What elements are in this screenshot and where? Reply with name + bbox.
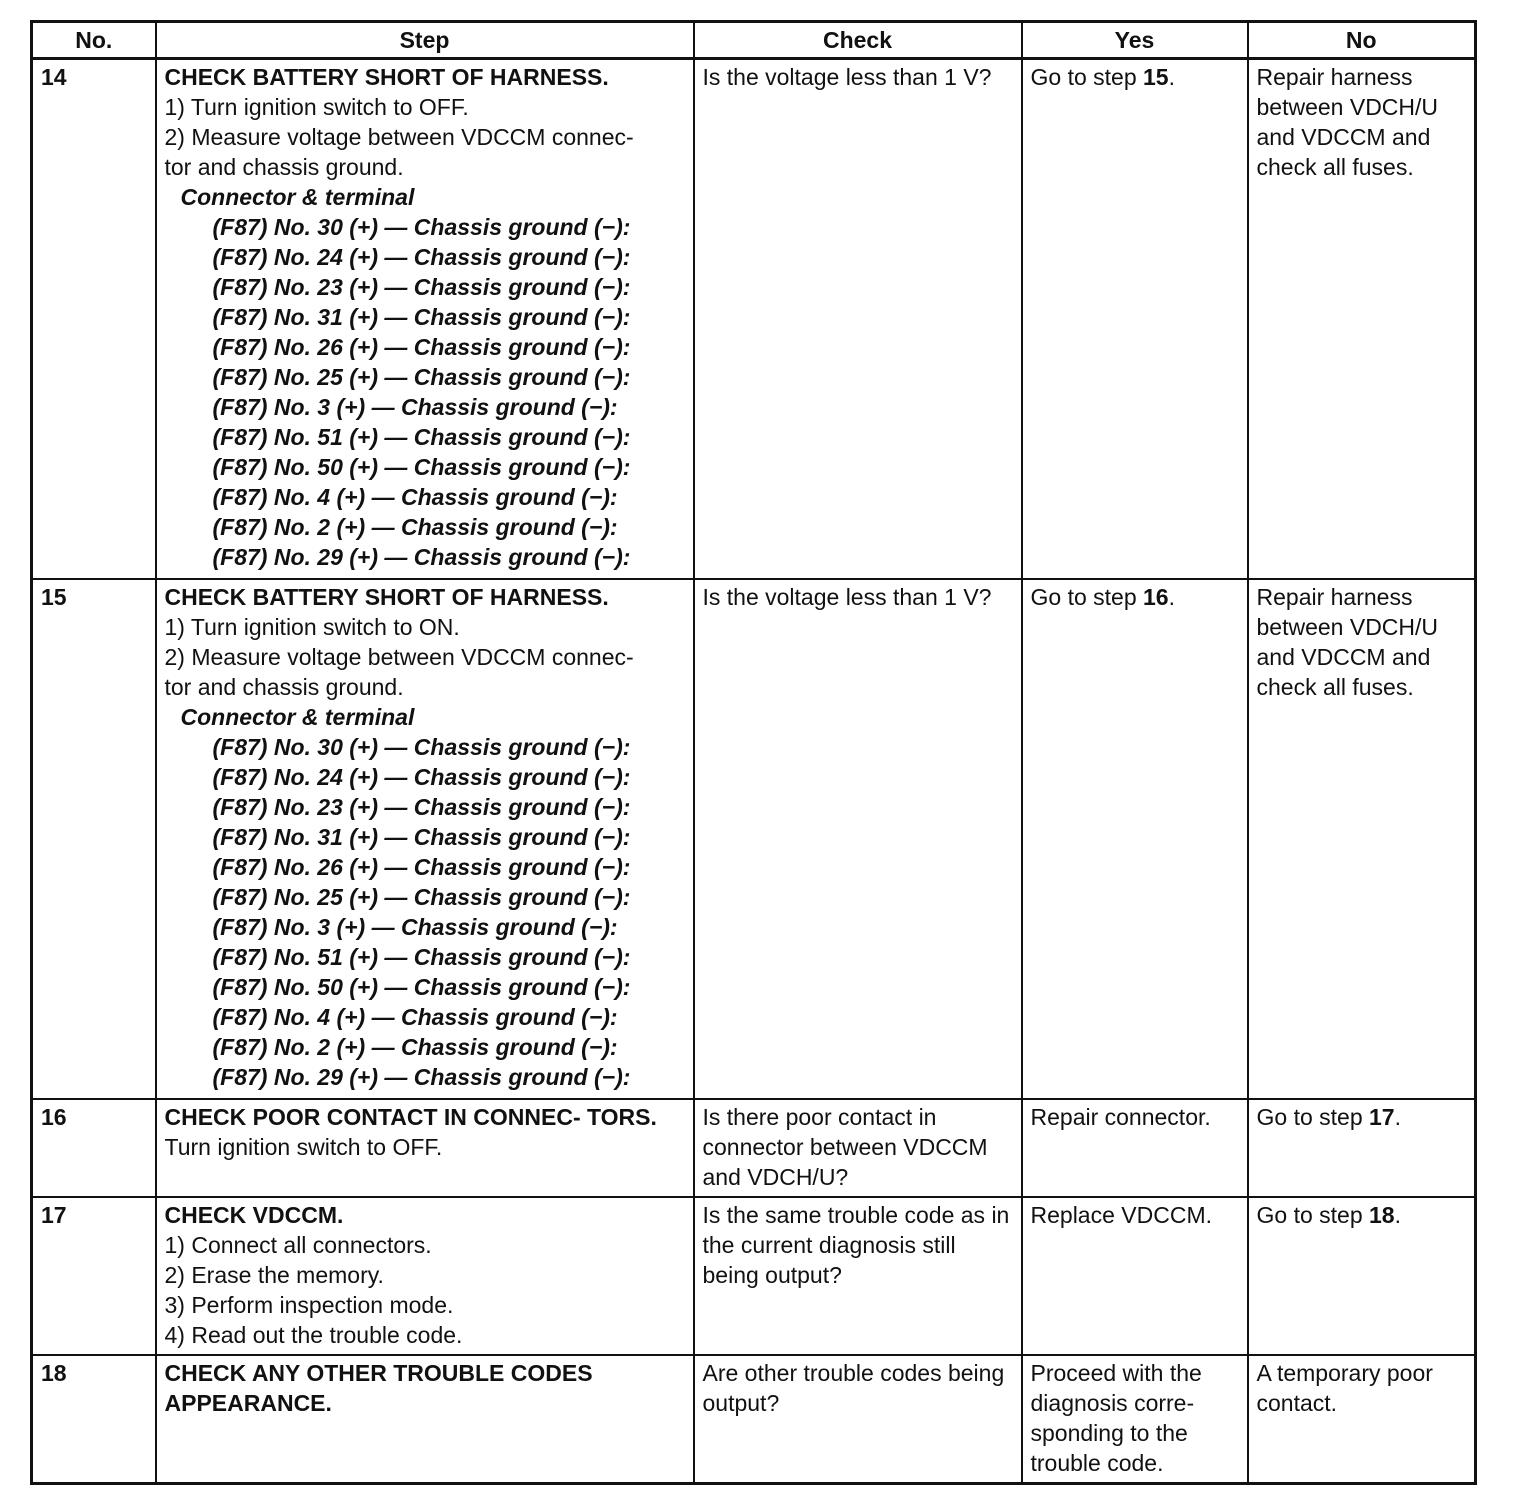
step-cell (156, 579, 694, 1099)
step-cell (156, 1099, 694, 1197)
no-suffix: . (1394, 1201, 1401, 1228)
header-step: Step (156, 22, 694, 59)
connector-terminal-item: (F87) No. 26 (+) — Chassis ground (−): (212, 334, 631, 360)
no-cell: Repair harness between VDCH/U and VDCCM and check all fuses. (1248, 579, 1476, 1099)
connector-terminal-item: (F87) No. 25 (+) — Chassis ground (−): (212, 364, 631, 390)
check-cell: Is the voltage less than 1 V? (694, 59, 1022, 579)
yes-cell (1022, 579, 1248, 1099)
yes-step-ref: 15 (1143, 64, 1169, 90)
yes-step-ref: 16 (1143, 583, 1169, 610)
connector-terminal-item: (F87) No. 23 (+) — Chassis ground (−): (212, 274, 631, 300)
check-cell: Are other trouble codes being output? (694, 1355, 1022, 1484)
connector-terminal-item: (F87) No. 2 (+) — Chassis ground (−): (212, 514, 618, 540)
no-suffix: . (1394, 1103, 1401, 1130)
step-number: 15 (32, 579, 156, 1099)
connector-terminal-item: (F87) No. 30 (+) — Chassis ground (−): (212, 214, 631, 240)
step-number: 17 (32, 1197, 156, 1355)
connector-terminal-item: (F87) No. 29 (+) — Chassis ground (−): (212, 1063, 631, 1090)
step-title: CHECK BATTERY SHORT OF HARNESS. (164, 583, 609, 610)
connector-terminal-item: (F87) No. 4 (+) — Chassis ground (−): (212, 1003, 618, 1030)
step-number: 16 (32, 1099, 156, 1197)
connector-terminal-item: (F87) No. 3 (+) — Chassis ground (−): (212, 913, 618, 940)
yes-prefix: Go to step (1030, 64, 1144, 90)
connector-terminal-item: (F87) No. 31 (+) — Chassis ground (−): (212, 823, 631, 850)
connector-terminal-item: (F87) No. 23 (+) — Chassis ground (−): (212, 793, 631, 820)
step-number: 14 (32, 59, 156, 579)
connector-terminal-item: (F87) No. 30 (+) — Chassis ground (−): (212, 733, 631, 760)
step-title: CHECK ANY OTHER TROUBLE CODES APPEARANCE. (164, 1359, 593, 1416)
step-number: 18 (32, 1355, 156, 1484)
no-cell: A temporary poor contact. (1248, 1355, 1476, 1484)
step-line: 4) Read out the trouble code. (164, 1321, 463, 1348)
table-row (32, 1099, 1476, 1197)
header-no-column: No (1248, 22, 1476, 59)
connector-terminal-item: (F87) No. 3 (+) — Chassis ground (−): (212, 394, 618, 420)
table-row (32, 1355, 1476, 1484)
yes-cell: Proceed with the diagnosis corre- sponding to the trouble code. (1022, 1355, 1248, 1484)
yes-cell: Repair connector. (1022, 1099, 1248, 1197)
yes-suffix: . (1168, 583, 1175, 610)
connector-terminal-item: (F87) No. 51 (+) — Chassis ground (−): (212, 943, 631, 970)
step-cell (156, 1355, 694, 1484)
yes-prefix: Go to step (1030, 583, 1144, 610)
no-cell: Repair harness between VDCH/U and VDCCM and check all fuses. (1248, 59, 1476, 579)
diagnostic-table (30, 20, 1477, 1485)
connector-terminal-heading: Connector & terminal (180, 703, 415, 730)
connector-terminal-item: (F87) No. 31 (+) — Chassis ground (−): (212, 304, 631, 330)
step-line: tor and chassis ground. (164, 154, 404, 180)
connector-terminal-item: (F87) No. 51 (+) — Chassis ground (−): (212, 424, 631, 450)
no-step-ref: 17 (1369, 1103, 1395, 1130)
check-cell: Is the same trouble code as in the current diagnosis still being output? (694, 1197, 1022, 1355)
connector-terminal-item: (F87) No. 29 (+) — Chassis ground (−): (212, 544, 631, 570)
step-title: CHECK BATTERY SHORT OF HARNESS. (164, 64, 609, 90)
connector-terminal-item: (F87) No. 2 (+) — Chassis ground (−): (212, 1033, 618, 1060)
check-cell: Is the voltage less than 1 V? (694, 579, 1022, 1099)
step-line: 2) Measure voltage between VDCCM connec- (164, 643, 634, 670)
header-no: No. (32, 22, 156, 59)
step-line: tor and chassis ground. (164, 673, 404, 700)
step-cell (156, 59, 694, 579)
no-step-ref: 18 (1369, 1201, 1395, 1228)
connector-terminal-item: (F87) No. 4 (+) — Chassis ground (−): (212, 484, 618, 510)
yes-suffix: . (1168, 64, 1175, 90)
yes-cell (1022, 59, 1248, 579)
step-title: CHECK POOR CONTACT IN CONNEC- TORS. (164, 1103, 657, 1130)
no-prefix: Go to step (1256, 1103, 1370, 1130)
step-title: CHECK VDCCM. (164, 1201, 344, 1228)
check-cell: Is there poor contact in connector between VDCCM and VDCH/U? (694, 1099, 1022, 1197)
step-line: 1) Turn ignition switch to ON. (164, 613, 460, 640)
table-row (32, 579, 1476, 1099)
connector-terminal-item: (F87) No. 50 (+) — Chassis ground (−): (212, 973, 631, 1000)
connector-terminal-item: (F87) No. 25 (+) — Chassis ground (−): (212, 883, 631, 910)
connector-terminal-item: (F87) No. 24 (+) — Chassis ground (−): (212, 763, 631, 790)
step-line: 3) Perform inspection mode. (164, 1291, 454, 1318)
no-cell (1248, 1197, 1476, 1355)
step-line: 1) Turn ignition switch to OFF. (164, 94, 469, 120)
step-line: 1) Connect all connectors. (164, 1231, 432, 1258)
table-row (32, 1197, 1476, 1355)
connector-terminal-item: (F87) No. 26 (+) — Chassis ground (−): (212, 853, 631, 880)
step-line: 2) Erase the memory. (164, 1261, 384, 1288)
no-prefix: Go to step (1256, 1201, 1370, 1228)
connector-terminal-item: (F87) No. 24 (+) — Chassis ground (−): (212, 244, 631, 270)
step-line: Turn ignition switch to OFF. (164, 1133, 443, 1160)
header-row (32, 22, 1476, 59)
header-yes: Yes (1022, 22, 1248, 59)
step-line: 2) Measure voltage between VDCCM connec- (164, 124, 634, 150)
yes-cell: Replace VDCCM. (1022, 1197, 1248, 1355)
header-check: Check (694, 22, 1022, 59)
step-cell (156, 1197, 694, 1355)
connector-terminal-heading: Connector & terminal (180, 184, 415, 210)
connector-terminal-item: (F87) No. 50 (+) — Chassis ground (−): (212, 454, 631, 480)
table-row (32, 59, 1476, 579)
no-cell (1248, 1099, 1476, 1197)
